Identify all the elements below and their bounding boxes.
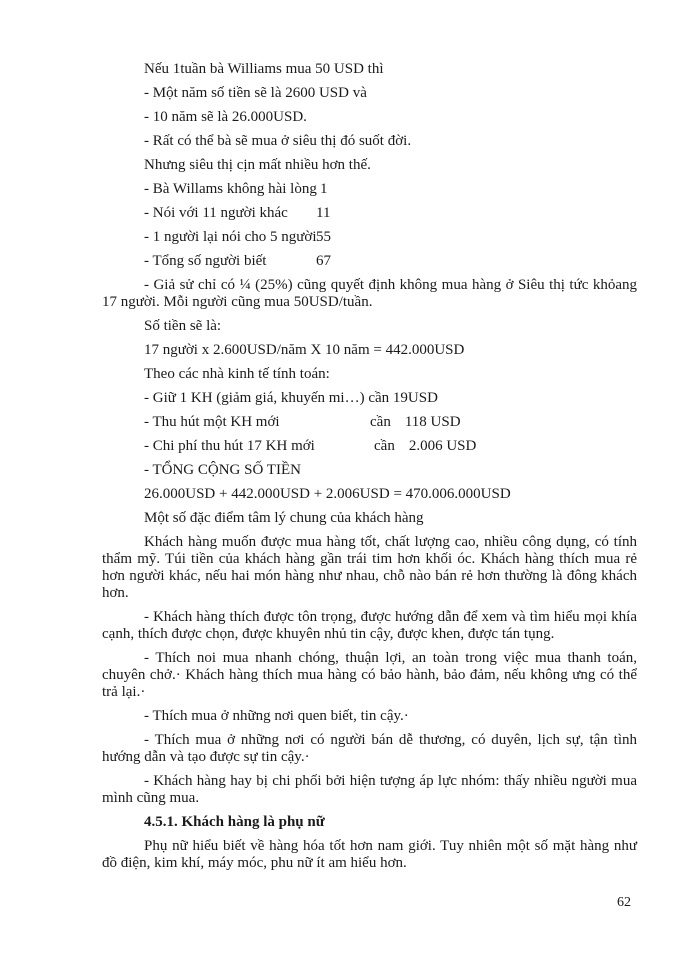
intro-line: - 10 năm sẽ là 26.000USD. (144, 109, 307, 125)
calc-line: 17 người x 2.600USD/năm X 10 năm = 442.000USD (144, 342, 465, 358)
cost-label: - Thu hút một KH mới (144, 414, 280, 430)
cost-row (102, 414, 637, 431)
intro-line: - Rất có thể bà sẽ mua ở siêu thị đó suốt đời. (144, 133, 412, 149)
document-page (102, 61, 637, 872)
body-paragraph: - Khách hàng thích được tôn trọng, được hướng dẫn để xem và tìm hiểu mọi khía cạnh, thích được chọn, được khuyên nhủ tin cậy, được khen, được tán tụng. (102, 609, 637, 642)
cost-value: 2.006 USD (408, 438, 477, 454)
spread-value: 55 (316, 229, 331, 245)
spread-row (102, 205, 637, 222)
psych-title: Một số đặc điểm tâm lý chung của khách hàng (144, 510, 424, 526)
section-heading: 4.5.1. Khách hàng là phụ nữ (144, 814, 325, 830)
page-number: 62 (617, 895, 631, 910)
spread-row (102, 181, 637, 198)
assumption-paragraph: - Giả sử chỉ có ¼ (25%) cũng quyết định không mua hàng ở Siêu thị tức khỏang 17 người. Mỗi người cũng mua 50USD/tuần. (102, 277, 637, 310)
spread-value: 67 (316, 253, 331, 269)
cost-table (102, 414, 637, 455)
intro-line: Nếu 1tuần bà Williams mua 50 USD thì (144, 61, 384, 77)
section-paragraph: Phụ nữ hiểu biết về hàng hóa tốt hơn nam giới. Tuy nhiên một số mặt hàng như đồ điện, kim khí, máy móc, phu nữ ít am hiểu hơn. (102, 838, 637, 871)
cost-row (102, 438, 637, 455)
spread-label: - Nói với 11 người khác (144, 205, 288, 221)
spread-label: - 1 người lại nói cho 5 người (144, 229, 317, 245)
calc-line: Theo các nhà kinh tế tính toán: (144, 366, 330, 382)
spread-row (102, 229, 637, 246)
body-paragraph: - Thích mua ở những nơi có người bán dễ thương, có duyên, lịch sự, tận tình hướng dẫn và tạo được sự tin cậy.· (102, 732, 637, 765)
intro-line: - Một năm số tiền sẽ là 2600 USD và (144, 85, 367, 101)
spread-value: 1 (320, 181, 328, 197)
body-paragraph: - Thích noi mua nhanh chóng, thuận lợi, an toàn trong việc mua thanh toán, chuyên chở.· Khách hàng thích mua hàng có bảo hành, bảo đảm, nếu không ưng có thể trả lại.· (102, 650, 637, 700)
cost-value: 118 USD (404, 414, 461, 430)
spread-row (102, 253, 637, 270)
body-paragraph: Khách hàng muốn được mua hàng tốt, chất lượng cao, nhiều công dụng, có tính thẩm mỹ. Túi tiền của khách hàng gần trái tim hơn khối óc. Khách hàng thích mua rẻ hơn người khác, nếu hai món hàng như nhau, chỗ nào bán rẻ hơn thường là đông khách hơn. (102, 534, 637, 601)
cost-unit: cần (374, 438, 395, 454)
calc-line: Số tiền sẽ là: (144, 318, 222, 334)
total-label: - TỔNG CỘNG SỐ TIỀN (144, 462, 301, 478)
cost-unit: cần (370, 414, 391, 430)
intro-line: Nhưng siêu thị cịn mất nhiều hơn thế. (144, 157, 371, 173)
body-paragraph: - Thích mua ở những nơi quen biết, tin cậy.· (144, 708, 409, 724)
calc-line: - Giữ 1 KH (giảm giá, khuyến mi…) cần 19USD (144, 390, 438, 406)
spread-label: - Tổng số người biết (144, 253, 267, 269)
spread-label: - Bà Willams không hài lòng (144, 181, 317, 197)
spread-value: 11 (316, 205, 331, 221)
spread-table (102, 181, 637, 270)
total-formula: 26.000USD + 442.000USD + 2.006USD = 470.006.000USD (144, 486, 511, 502)
cost-label: - Chi phí thu hút 17 KH mới (144, 438, 315, 454)
body-paragraph: - Khách hàng hay bị chi phối bởi hiện tượng áp lực nhóm: thấy nhiều người mua mình cũng mua. (102, 773, 637, 806)
